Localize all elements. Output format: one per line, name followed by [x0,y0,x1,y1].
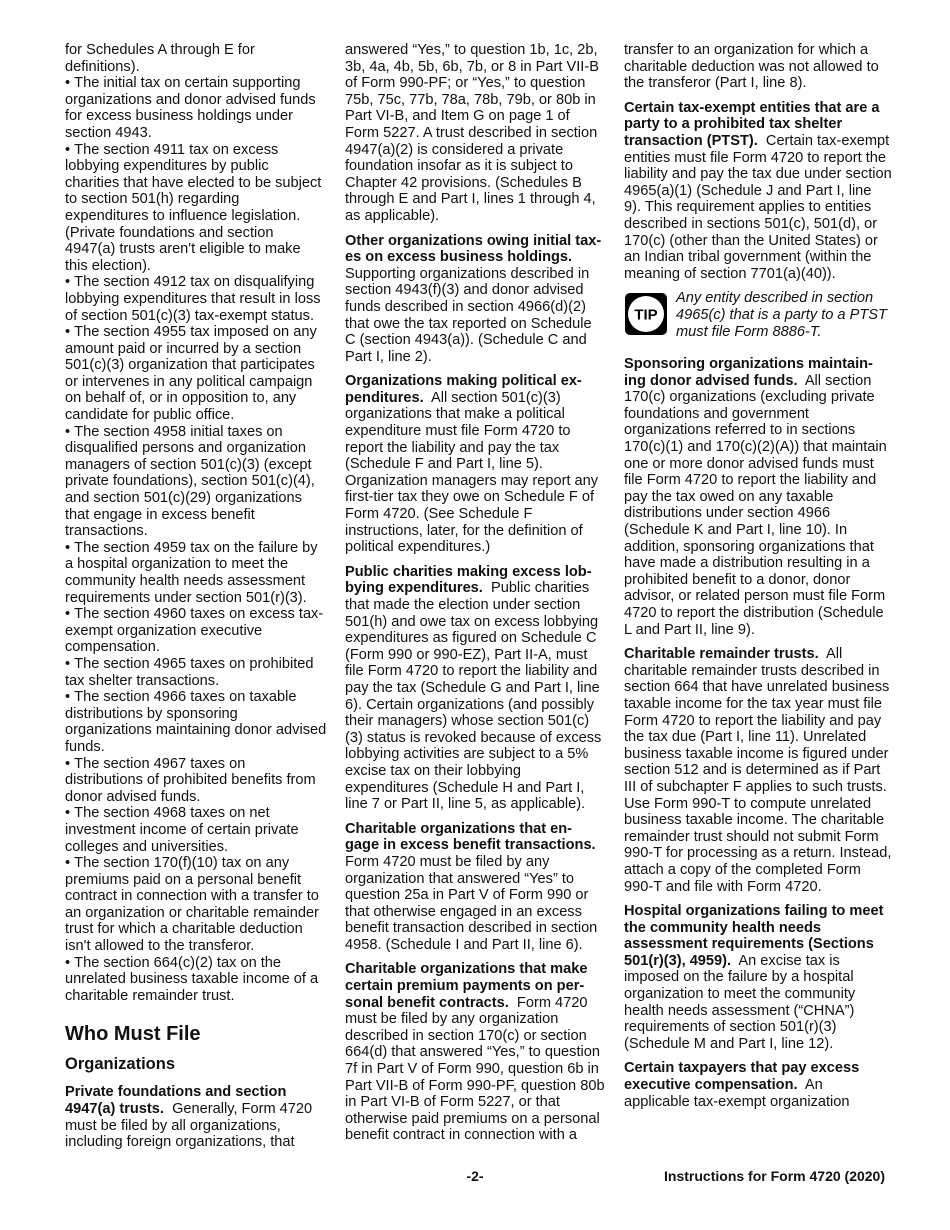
paragraph-text: All section 170(c) organizations (excluding private foundations and government organizations referred to in sections 170(c)(1) and 170(c)(2)(A)) that maintain one or more donor advised funds must file Form 4720 to report the liability and pay the tax owed on any taxable distributions under section 4966 (Schedule K and Part I, line 10). In addition, sponsoring organizations that have made a distribution resulting in a prohibited benefit to a donor, donor advisor, or related person must file Form 4720 to report the distribution (Schedule L and Part II, line 9). [624,372,887,638]
list-item: • The section 170(f)(10) tax on any premiums paid on a personal benefit contract in connection with a transfer to an organization or charitable remainder trust for which a charitable deduction isn't allowed to the transferor. [65,855,327,955]
paragraph [345,821,605,954]
list-item: • The section 4966 taxes on taxable distributions by sponsoring organizations maintaining donor advised funds. [65,689,327,755]
paragraph [345,961,605,1144]
paragraph-title: Charitable remainder trusts. [624,646,819,663]
paragraph-text: All section 501(c)(3) organizations that make a political expenditure must file Form 4720 to report the liability and pay the tax (Schedule F and Part I, line 5). Organization managers may report any first-tier tax they owe on Schedule F of Form 4720. (See Schedule F instructions, later, for the definition of political expenditures.) [345,389,599,556]
tip-text: Any entity described in section 4965(c) that is a party to a PTST must file Form 8886-T. [676,290,887,340]
tip-icon-label: TIP [634,306,658,324]
paragraph-title: Organizations making political ex-penditures. [345,373,582,406]
paragraph-title: Hospital organizations failing to meet the community health needs assessment requirements (Sections 501(r)(3), 4959). [624,903,884,969]
list-item: • The section 4968 taxes on net investment income of certain private colleges and universities. [65,805,327,855]
tip-icon [624,292,668,336]
paragraph-title: Sponsoring organizations maintain-ing donor advised funds. [624,356,873,389]
paragraph-text: Form 4720 must be filed by any organization that answered “Yes” to question 25a in Part V of Form 990 or that otherwise engaged in an excess benefit transaction described in section 4958. (Schedule I and Part II, line 6). [345,853,598,953]
list-item: • The section 4960 taxes on excess tax-exempt organization executive compensation. [65,606,327,656]
paragraph-text: Supporting organizations described in section 4943(f)(3) and donor advised funds described in section 4966(d)(2) that owe the tax reported on Schedule C (section 4943(a)). (Schedule C and Part I, line 2). [345,265,592,365]
page-number: -2- [466,1168,484,1184]
list-item: • The section 4967 taxes on distributions of prohibited benefits from donor advised funds. [65,756,327,806]
paragraph-text: Certain tax-exempt entities must file Form 4720 to report the liability and pay the tax due under section 4965(a)(1) (Schedule J and Part I, line 9). This requirement applies to entities described in sections 501(c), 501(d), or 170(c) (other than the United States) or an Indian tribal government (within the meaning of section 7701(a)(40)). [624,132,892,282]
paragraph [345,564,605,813]
paragraph-title: Other organizations owing initial tax-es on excess business holdings. [345,232,602,266]
paragraph [624,100,892,283]
paragraph [624,903,892,1052]
paragraph-text: An applicable tax-exempt organization [624,1077,850,1110]
continuation-text: transfer to an organization for which a charitable deduction was not allowed to the transferor (Part I, line 8). [624,42,879,92]
column-2 [345,42,605,1152]
tip-callout [624,290,892,340]
continuation-text: answered “Yes,” to question 1b, 1c, 2b, 3b, 4a, 4b, 5b, 6b, 7b, or 8 in Part VII-B of Form 990-PF; or “Yes,” to question 75b, 75c, 77b, 78a, 78b, 79b, or 80b in Part VI-B, and Item G on page 1 of Form 5227. A trust described in section 4947(a)(2) is considered a private foundation insofar as it is subject to Chapter 42 provisions. (Schedules B through E and Part I, lines 1 through 4, as applicable). [345,42,599,224]
list-item: • The section 4958 initial taxes on disqualified persons and organization managers of section 501(c)(3) (except private foundations), section 501(c)(4), and section 501(c)(29) organizations that engage in excess benefit transactions. [65,424,327,540]
list-item: • The section 4912 tax on disqualifying lobbying expenditures that result in loss of section 501(c)(3) tax-exempt status. [65,274,327,324]
paragraph [624,356,892,638]
list-item: • The initial tax on certain supporting organizations and donor advised funds for excess business holdings under section 4943. [65,75,327,141]
paragraph-private-foundations [65,1084,327,1150]
paragraph-text: Form 4720 must be filed by any organization described in section 170(c) or section 664(d) that answered “Yes,” to question 7f in Part V of Form 990, question 6b in Part VII-B of Form 990-PF, question 80b in Part VI-B of Form 5227, or that otherwise paid premiums on a personal benefit contract in connection with a [345,994,605,1144]
paragraph-text: An excise tax is imposed on the failure by a hospital organization to meet the community health needs assessment (“CHNA”) requirements of section 501(r)(3) (Schedule M and Part I, line 12). [624,952,856,1052]
paragraph-title: Certain taxpayers that pay excess executive compensation. [624,1060,860,1094]
intro-text: for Schedules A through E for definitions). [65,42,255,75]
paragraph-text: All charitable remainder trusts described in section 664 that have unrelated business taxable income for the tax year must file Form 4720 to report the liability and pay the tax due (Part I, line 11). Unrelated business taxable income is figured under section 512 and is determined as if Part III of subchapter F applies to such trusts. Use Form 990-T to compute unrelated business taxable income. The charitable remainder trust should not submit Form 990-T for processing as a return. Instead, attach a copy of the completed Form 990-T and file with Form 4720. [624,646,892,895]
paragraph-title: Charitable organizations that en-gage in excess benefit transactions. [345,820,596,854]
paragraph [624,1060,892,1110]
list-item: • The section 4911 tax on excess lobbying expenditures by public charities that have elected to be subject to section 501(h) regarding expenditures to influence legislation. (Private foundations and section 4947(a) trusts aren't eligible to make this election). [65,142,327,275]
paragraph-text: Public charities that made the election under section 501(h) and owe tax on excess lobbying expenditures as figured on Schedule C (Form 990 or 990-EZ), Part II-A, must file Form 4720 to report the liability and pay the tax (Schedule G and Part I, line 6). Certain organizations (and possibly their managers) whose section 501(c)(3) status is revoked because of excess lobbying activities are subject to a 5% excise tax on their lobbying expenditures (Schedule H and Part I, line 7 or Part II, line 5, as applicable). [345,580,602,813]
form-name: Instructions for Form 4720 (2020) [664,1168,885,1184]
list-item: • The section 664(c)(2) tax on the unrelated business taxable income of a charitable remainder trust. [65,955,327,1005]
list-item: • The section 4965 taxes on prohibited tax shelter transactions. [65,656,327,689]
column-3 [624,42,892,1118]
section-heading: Who Must File [65,1023,201,1046]
paragraph [624,646,892,895]
paragraph-title: Charitable organizations that make certain premium payments on per-sonal benefit contracts. [345,961,588,1011]
paragraph-title: Public charities making excess lob-bying expenditures. [345,563,592,597]
list-item: • The section 4955 tax imposed on any amount paid or incurred by a section 501(c)(3) organization that participates or intervenes in any political campaign on behalf of, or in opposition to, any candidate for public office. [65,324,327,424]
paragraph-title: Certain tax-exempt entities that are a party to a prohibited tax shelter transaction (PTST). [624,99,880,149]
paragraph [345,373,605,556]
paragraph-text: Generally, Form 4720 must be filed by all organizations, including foreign organizations, that [65,1101,313,1151]
paragraph [345,233,605,366]
subsection-heading: Organizations [65,1055,176,1074]
paragraph-title: Private foundations and section 4947(a) trusts. [65,1084,287,1118]
list-item: • The section 4959 tax on the failure by a hospital organization to meet the community health needs assessment requirements under section 501(r)(3). [65,540,327,606]
column-1 [65,42,327,1159]
